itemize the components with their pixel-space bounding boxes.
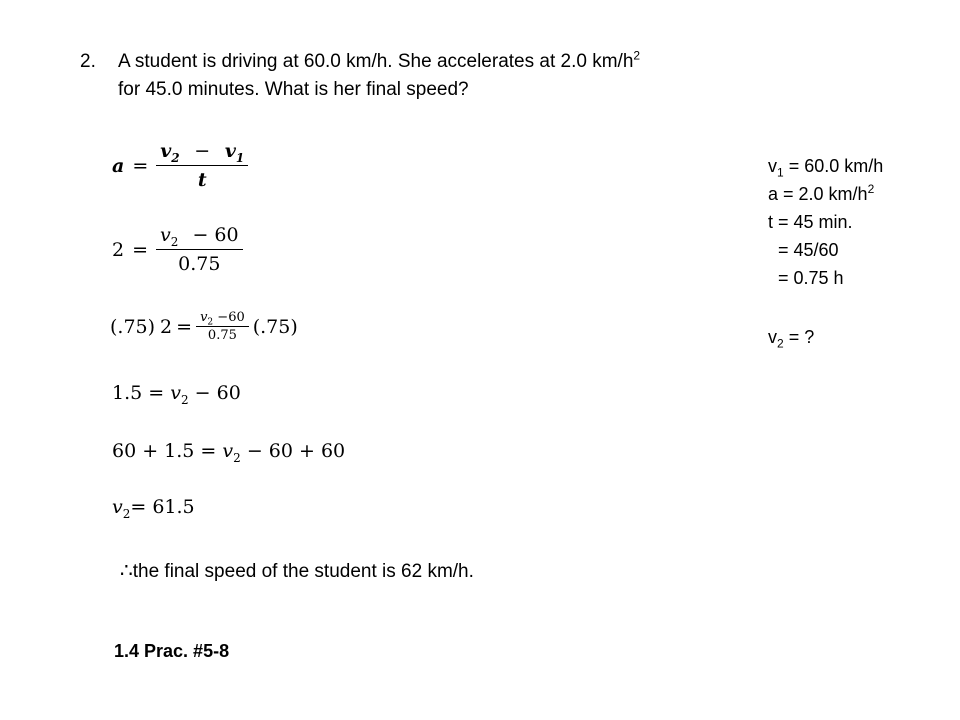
step2-equals: = [132,238,149,261]
given-a-line: a = 2.0 km/h [768,184,868,204]
step5-var-sub: 2 [233,450,241,465]
formula-step-5 [112,440,346,465]
step2-lhs: 2 [112,238,125,261]
step1-num-b: v [224,140,236,162]
question-number: 2. [80,51,96,72]
step5-right: − 60 + 60 [246,440,346,462]
practice-reference: 1.4 Prac. #5-8 [114,641,230,661]
question-line-2: for 45.0 minutes. What is her final speed? [118,79,469,100]
step2-fraction [156,224,243,275]
formula-step-4 [112,382,241,407]
step3-right-paren: (.75) [252,315,298,338]
given-a [768,183,874,205]
question-line-1-text: A student is driving at 60.0 km/h. She accelerates at 2.0 km/h [118,51,634,72]
step1-num-a: v [160,140,172,162]
step3-denominator: 0.75 [207,328,237,343]
question-line-1-sup: 2 [633,48,641,63]
given-v2-sub: 2 [777,336,784,351]
step2-num-a-sub: 2 [170,234,179,249]
formula-step-2 [112,224,243,275]
step6-var-sub: 2 [122,506,131,521]
given-v1 [768,155,884,180]
given-t-conversion-2: = 0.75 h [778,268,844,288]
given-v1-sub: 1 [777,165,784,180]
given-t-conversion-1: = 45/60 [778,240,839,260]
formula-step-6 [112,496,195,521]
conclusion [120,558,474,583]
step1-num-a-sub: 2 [171,150,180,165]
step6-var: v [112,496,123,518]
step3-numerator [196,310,249,327]
step5-var: v [222,440,234,462]
conclusion-text: the final speed of the student is 62 km/h. [132,561,474,582]
step1-equals: = [132,154,149,177]
step4-right: − 60 [194,382,241,404]
step4-var: v [170,382,181,404]
step1-fraction [156,140,248,191]
step3-left-paren: (.75) [110,315,156,338]
step3-num-a-sub: 2 [207,317,214,328]
step3-equals: = [176,315,193,338]
step2-denominator: 0.75 [178,253,221,275]
therefore-symbol: ∴ [120,558,133,582]
given-t: t = 45 min. [768,212,853,232]
step1-numerator [156,140,248,166]
step3-num-a: v [200,310,208,325]
step4-left: 1.5 = [112,382,165,404]
step1-num-op: − [194,140,211,162]
step3-fraction [196,310,249,343]
step3-lhs: 2 [160,315,173,338]
step2-numerator [156,224,243,250]
given-v2-label: v [768,327,777,347]
given-v1-label: v [768,156,777,176]
step3-num-rest: −60 [217,310,245,325]
given-v2 [768,326,815,351]
step1-lhs: a [112,154,125,177]
step5-left: 60 + 1.5 = [112,440,217,462]
step2-num-a: v [160,224,171,246]
formula-step-3 [110,310,298,343]
question-line-1 [118,50,640,74]
given-v1-value: = 60.0 km/h [783,156,884,176]
given-a-sup: 2 [867,182,875,196]
formula-step-1 [112,140,248,191]
given-v2-value: = ? [783,327,815,347]
step1-denominator: t [197,169,207,191]
step4-var-sub: 2 [180,392,189,407]
step6-right: = 61.5 [130,496,195,518]
step1-num-b-sub: 1 [235,150,245,165]
step2-num-rest: − 60 [192,224,239,246]
